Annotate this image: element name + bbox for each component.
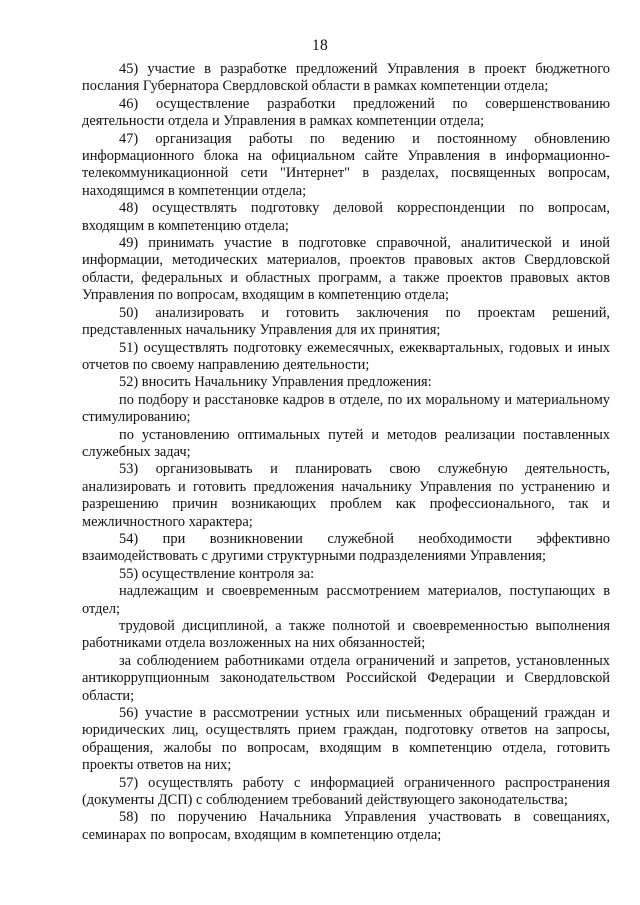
page-number: 18: [311, 37, 329, 54]
paragraph-52-item-methods: по установлению оптимальных путей и методов реализации поставленных служебных задач;: [82, 426, 610, 460]
paragraph-48: 48) осуществлять подготовку деловой корреспонденции по вопросам, входящим в компетенцию отдела;: [82, 200, 610, 234]
paragraph-46: 46) осуществление разработки предложений по совершенствованию деятельности отдела и Управления в рамках компетенции отдела;: [82, 95, 610, 130]
paragraph-55-item-discipline: трудовой дисциплиной, а также полнотой и своевременностью выполнения работниками отдела возложенных на них обязанностей;: [82, 618, 610, 652]
paragraph-53: 53) организовывать и планировать свою служебную деятельность, анализировать и готовить предложения начальнику Управления по устранению и разрешению причин возникающих проблем как профессионального, так и межличностного характера;: [82, 461, 610, 530]
paragraph-45: 45) участие в разработке предложений Управления в проект бюджетного послания Губернатора Свердловской области в рамках компетенции отдела;: [82, 61, 610, 95]
paragraph-47: 47) организация работы по ведению и постоянному обновлению информационного блока на официальном сайте Управления в информационно-телекоммуникационной сети "Интернет" в разделах, посвященных вопросам, находящимся в компетенции отдела;: [82, 130, 610, 199]
document-body: [82, 61, 610, 844]
paragraph-55-item-anticorruption: за соблюдением работниками отдела ограничений и запретов, установленных антикоррупционным законодательством Российской Федерации и Свердловской области;: [82, 652, 610, 704]
paragraph-57: 57) осуществлять работу с информацией ограниченного распространения (документы ДСП) с соблюдением требований действующего законодательства;: [82, 774, 610, 809]
paragraph-52-item-staffing: по подбору и расстановке кадров в отделе, по их моральному и материальному стимулированию;: [82, 391, 610, 426]
paragraph-55-item-materials: надлежащим и своевременным рассмотрением материалов, поступающих в отдел;: [82, 583, 610, 617]
paragraph-52: 52) вносить Начальнику Управления предложения:: [119, 374, 432, 391]
paragraph-50: 50) анализировать и готовить заключения по проектам решений, представленных начальнику Управления для их принятия;: [82, 304, 610, 339]
paragraph-51: 51) осуществлять подготовку ежемесячных, ежеквартальных, годовых и иных отчетов по своему направлению деятельности;: [82, 339, 610, 373]
paragraph-54: 54) при возникновении служебной необходимости эффективно взаимодействовать с другими структурными подразделениями Управления;: [82, 530, 610, 565]
paragraph-56: 56) участие в рассмотрении устных или письменных обращений граждан и юридических лиц, осуществлять прием граждан, подготовку ответов на запросы, обращения, жалобы по вопросам, входящим в компетенцию отдела, готовить проекты ответов на них;: [82, 705, 610, 774]
paragraph-58: 58) по поручению Начальника Управления участвовать в совещаниях, семинарах по вопросам, входящим в компетенцию отдела;: [82, 809, 610, 843]
paragraph-49: 49) принимать участие в подготовке справочной, аналитической и иной информации, методических материалов, проектов правовых актов Свердловской области, федеральных и областных программ, а также проектов правовых актов Управления по вопросам, входящим в компетенцию отдела;: [82, 235, 610, 304]
paragraph-55: 55) осуществление контроля за:: [119, 565, 315, 582]
